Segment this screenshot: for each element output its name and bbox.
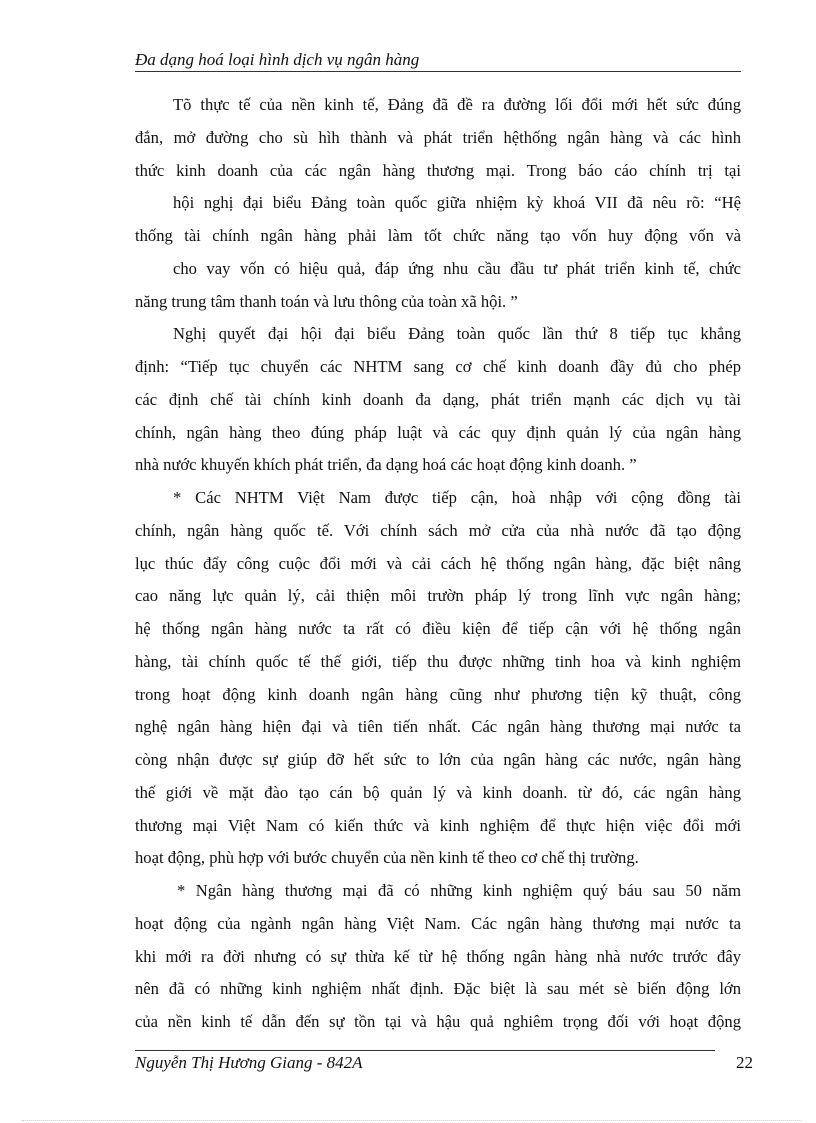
paragraph-2 xyxy=(135,318,741,482)
text-line: đắn, mở đường cho sù hìh thành và phát triển hệthống ngân hàng và các hình xyxy=(135,127,741,147)
text-line: thức kinh doanh của các ngân hàng thương mại. Trong báo cáo chính trị tại xyxy=(135,160,741,180)
text-line: còng nhận được sự giúp đỡ hết sức to lớn của ngân hàng các nước, ngân hàng xyxy=(135,750,741,769)
text-line: lục thúc đẩy công cuộc đổi mới và cải cách hệ thống ngân hàng, đặc biệt nâng xyxy=(135,553,741,573)
running-header xyxy=(135,50,741,72)
text-line: nên đã có những kinh nghiệm nhất định. Đặc biệt là sau mét sè biến động lớn xyxy=(135,979,741,999)
text-line: chính, ngân hàng theo đúng pháp luật và các quy định quản lý của ngân hàng xyxy=(135,422,741,442)
text-line: chính, ngân hàng quốc tế. Với chính sách mở cửa của nhà nước đã tạo động xyxy=(135,520,741,540)
paragraph-3 xyxy=(135,482,741,875)
text-line: cho vay vốn có hiệu quả, đáp ứng nhu cầu đầu tư phát triển kinh tế, chức xyxy=(173,258,741,278)
paragraph-1 xyxy=(135,89,741,318)
text-line: nghệ ngân hàng hiện đại và tiên tiến nhất. Các ngân hàng thương mại nước ta xyxy=(135,717,741,737)
footer-divider xyxy=(135,1050,715,1051)
text-line: hoạt động, phù hợp với bước chuyển của nền kinh tế theo cơ chế thị trường. xyxy=(135,848,639,868)
text-line: thương mại Việt Nam có kiến thức và kinh nghiệm để thực hiện việc đổi mới xyxy=(135,815,741,835)
text-line: cao năng lực quản lý, cải thiện môi trườn pháp lý trong lĩnh vực ngân hàng; xyxy=(135,586,741,606)
text-line: hệ thống ngân hàng nước ta rất có điều kiện để tiếp cận với hệ thống ngân xyxy=(135,619,741,638)
text-line: các định chế tài chính kinh doanh đa dạng, phát triển mạnh các dịch vụ tài xyxy=(135,389,741,409)
text-line: hoạt động của ngành ngân hàng Việt Nam. Các ngân hàng thương mại nước ta xyxy=(135,913,741,933)
text-line: hàng, tài chính quốc tế thế giới, tiếp thu được những tinh hoa và kinh nghiệm xyxy=(135,651,741,671)
text-line: Nghị quyết đại hội đại biểu Đảng toàn quốc lần thứ 8 tiếp tục khẳng xyxy=(173,324,741,344)
text-line: * Các NHTM Việt Nam được tiếp cận, hoà nhập với cộng đồng tài xyxy=(173,488,741,507)
text-line: * Ngân hàng thương mại đã có những kinh nghiệm quý báu sau 50 năm xyxy=(177,881,741,900)
text-line: Tõ thực tế của nền kinh tế, Đảng đã đề ra đường lối đổi mới hết sức đúng xyxy=(173,95,741,114)
page-edge-divider xyxy=(22,1120,802,1121)
text-line: nhà nước khuyến khích phát triển, đa dạng hoá các hoạt động kinh doanh. ” xyxy=(135,455,637,475)
text-line: định: “Tiếp tục chuyển các NHTM sang cơ chế kinh doanh đầy đủ cho phép xyxy=(135,357,741,376)
text-line: hội nghị đại biểu Đảng toàn quốc giữa nhiệm kỳ khoá VII đã nêu rõ: “Hệ xyxy=(173,193,741,213)
text-line: thống tài chính ngân hàng phải làm tốt chức năng tạo vốn huy động vốn và xyxy=(135,226,741,245)
text-line: trong hoạt động kinh doanh ngân hàng cũng như phương tiện kỹ thuật, công xyxy=(135,684,741,704)
text-line: khi mới ra đời nhưng có sự thừa kế từ hệ thống ngân hàng nhà nước trước đây xyxy=(135,946,741,966)
page-number: 22 xyxy=(736,1053,753,1072)
text-line: năng trung tâm thanh toán và lưu thông của toàn xã hội. ” xyxy=(135,291,518,311)
running-header-title: Đa dạng hoá loại hình dịch vụ ngân hàng xyxy=(135,50,420,69)
document-body xyxy=(135,89,741,1039)
text-line: của nền kinh tế dẫn đến sự tồn tại và hậu quả nghiêm trọng đối với hoạt động xyxy=(135,1012,741,1031)
footer-author: Nguyễn Thị Hương Giang - 842A xyxy=(135,1053,363,1072)
text-line: thế giới về mặt đào tạo cán bộ quản lý và kinh doanh. từ đó, các ngân hàng xyxy=(135,782,741,802)
paragraph-4 xyxy=(135,875,741,1039)
